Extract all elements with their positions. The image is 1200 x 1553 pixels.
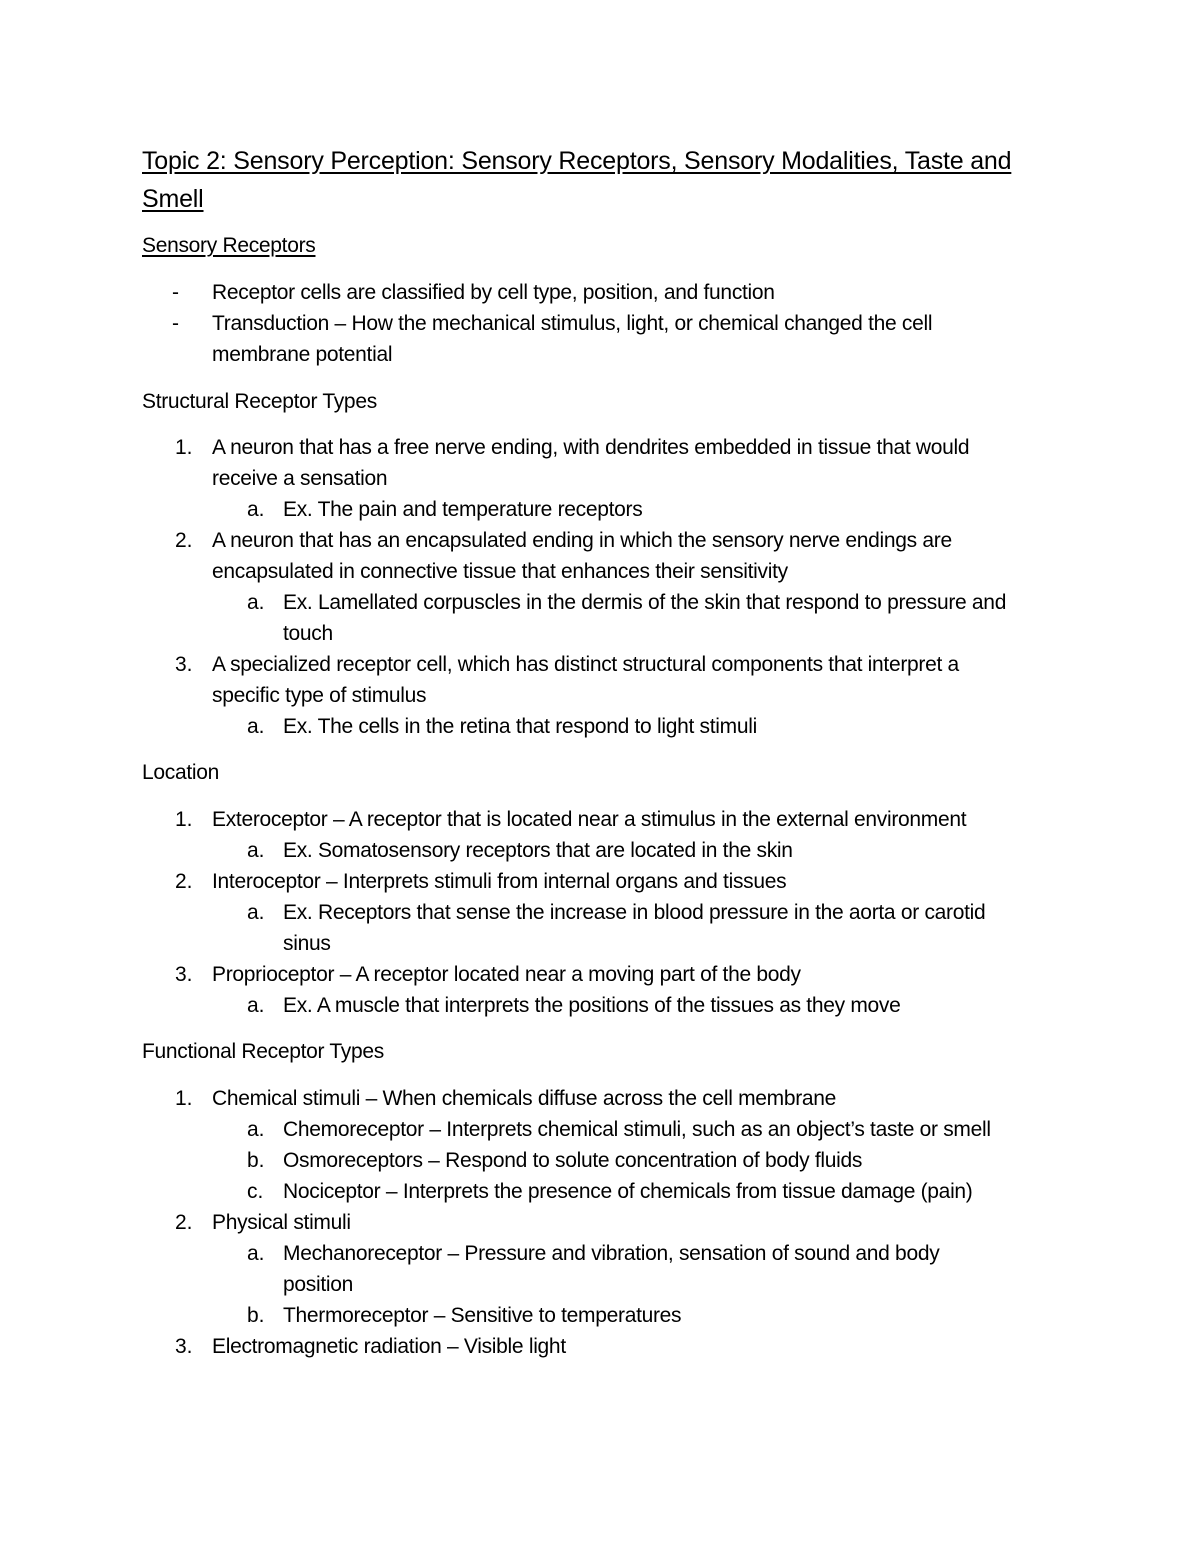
sub-list-letter: b. — [247, 1304, 265, 1327]
sub-list-item-continuation: position — [283, 1273, 353, 1296]
list-item-continuation: membrane potential — [212, 343, 393, 366]
list-number: 1. — [175, 436, 193, 459]
sub-list-item: Thermoreceptor – Sensitive to temperatures — [283, 1304, 682, 1327]
list-item-continuation: receive a sensation — [212, 467, 388, 490]
list-item: Receptor cells are classified by cell type, position, and function — [212, 281, 775, 304]
list-item: Transduction – How the mechanical stimulus, light, or chemical changed the cell — [212, 312, 933, 335]
list-item: A neuron that has a free nerve ending, with dendrites embedded in tissue that would — [212, 436, 970, 459]
sub-list-item-continuation: touch — [283, 622, 333, 645]
sub-list-letter: a. — [247, 498, 265, 521]
list-item: Exteroceptor – A receptor that is located near a stimulus in the external environment — [212, 808, 967, 831]
list-item: A neuron that has an encapsulated ending in which the sensory nerve endings are — [212, 529, 952, 552]
sub-list-item: Osmoreceptors – Respond to solute concentration of body fluids — [283, 1149, 863, 1172]
sub-list-item-continuation: sinus — [283, 932, 331, 955]
sub-list-letter: a. — [247, 994, 265, 1017]
list-number: 3. — [175, 963, 193, 986]
list-item: Proprioceptor – A receptor located near a moving part of the body — [212, 963, 801, 986]
sub-list-letter: b. — [247, 1149, 265, 1172]
list-number: 2. — [175, 1211, 193, 1234]
list-number: 3. — [175, 653, 193, 676]
list-number: 1. — [175, 1087, 193, 1110]
sub-list-letter: a. — [247, 901, 265, 924]
section-heading-structural-receptor-types: Structural Receptor Types — [142, 390, 377, 413]
list-item-continuation: specific type of stimulus — [212, 684, 427, 707]
list-item: Electromagnetic radiation – Visible light — [212, 1335, 566, 1358]
sub-list-letter: a. — [247, 591, 265, 614]
section-heading-functional-receptor-types: Functional Receptor Types — [142, 1040, 384, 1063]
sub-list-item: Chemoreceptor – Interprets chemical stimuli, such as an object’s taste or smell — [283, 1118, 991, 1141]
sub-list-item: Ex. Somatosensory receptors that are located in the skin — [283, 839, 793, 862]
sub-list-letter: a. — [247, 715, 265, 738]
section-heading-location: Location — [142, 761, 219, 784]
bullet-marker: - — [172, 312, 179, 335]
sub-list-item: Ex. The cells in the retina that respond to light stimuli — [283, 715, 757, 738]
page-title-line-1: Topic 2: Sensory Perception: Sensory Receptors, Sensory Modalities, Taste and — [142, 147, 1012, 175]
list-number: 3. — [175, 1335, 193, 1358]
list-item: A specialized receptor cell, which has distinct structural components that interpret a — [212, 653, 959, 676]
sub-list-item: Ex. Receptors that sense the increase in blood pressure in the aorta or carotid — [283, 901, 986, 924]
section-heading-sensory-receptors: Sensory Receptors — [142, 234, 316, 257]
sub-list-letter: a. — [247, 1242, 265, 1265]
list-number: 1. — [175, 808, 193, 831]
sub-list-letter: c. — [247, 1180, 264, 1203]
sub-list-item: Ex. Lamellated corpuscles in the dermis of the skin that respond to pressure and — [283, 591, 1007, 614]
sub-list-item: Mechanoreceptor – Pressure and vibration, sensation of sound and body — [283, 1242, 940, 1265]
sub-list-item: Ex. The pain and temperature receptors — [283, 498, 643, 521]
list-item: Interoceptor – Interprets stimuli from internal organs and tissues — [212, 870, 787, 893]
list-number: 2. — [175, 529, 193, 552]
list-item: Physical stimuli — [212, 1211, 351, 1234]
sub-list-item: Nociceptor – Interprets the presence of chemicals from tissue damage (pain) — [283, 1180, 973, 1203]
bullet-marker: - — [172, 281, 179, 304]
list-item-continuation: encapsulated in connective tissue that enhances their sensitivity — [212, 560, 788, 583]
list-item: Chemical stimuli – When chemicals diffuse across the cell membrane — [212, 1087, 837, 1110]
sub-list-letter: a. — [247, 839, 265, 862]
sub-list-letter: a. — [247, 1118, 265, 1141]
page-title-line-2: Smell — [142, 185, 204, 213]
list-number: 2. — [175, 870, 193, 893]
sub-list-item: Ex. A muscle that interprets the positions of the tissues as they move — [283, 994, 901, 1017]
